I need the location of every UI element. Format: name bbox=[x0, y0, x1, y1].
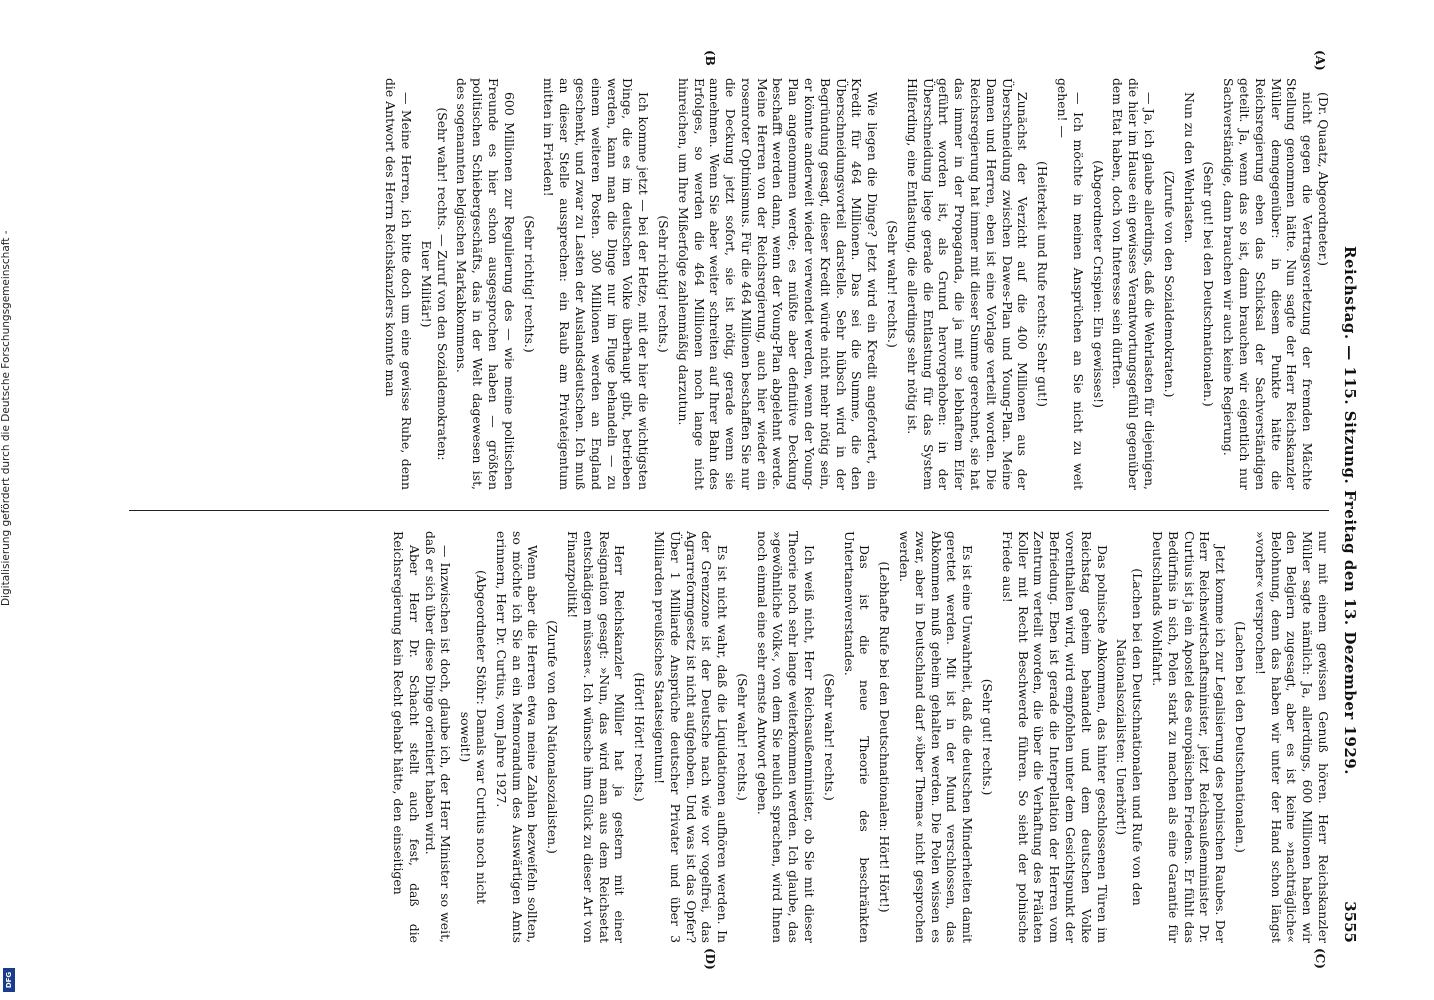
interjection: (Sehr wahr! rechts. — Zuruf von den Sozialdemokraten: Euer Militär!) bbox=[418, 107, 450, 461]
interjection: (Abgeordneter Crispien: Ein gewisses!) bbox=[1090, 160, 1106, 408]
paragraph: — Ich möchte in meinen Ansprüchen an Sie nicht zu weit gehen! — bbox=[1055, 78, 1086, 490]
digitization-credit: Digitalisierung gefördert durch die Deutsche Forschungsgemeinschaft - bbox=[0, 230, 12, 606]
paragraph: Nun zu den Wehrlasten. bbox=[1181, 92, 1197, 244]
page-header bbox=[1333, 78, 1357, 943]
paragraph: Wie liegen die Dinge? Jetzt wird ein Kredit angefordert, ein Kredit für 464 Millionen. Das sei die Summe, die den Überschneidungsvorteil darstelle. Sehr hübsch wird in der Begründung gesagt, dieser Kredit würde nicht mehr nötig sein, er könnte anderweit wieder verwendet werden, wenn der Young-Plan angenommen werde; es müßte aber definitive Deckung beschafft werden dann, wenn der Young-Plan abgelehnt werde. Meine Herren von der Reichsregierung, auch hier wieder ein rosenroter Optimismus. Für die 464 Millionen beschaffen Sie nur die Deckung jetzt sofort, sie ist nötig, gerade wenn sie annehmen. Wenn Sie aber weiter schreiten auf Ihrer Bahn des Erfolges, so werden die 464 Millionen noch lange nicht hinreichen, um Ihre Mißerfolge zahlenmäßig darzutun. bbox=[675, 78, 881, 490]
paragraph: — Meine Herren, ich bitte doch um eine gewisse Ruhe, denn die Antwort des Herrn Reichskanzlers konnte man bbox=[383, 78, 414, 490]
paragraph: nur mit einem gewissen Genuß hören. Herr Reichskanzler Müller sagte nämlich: Ja, allerdings, 600 Millionen haben wir den Belgiern zugesagt, aber es ist keine »nachträgliche« Belohnung, denn das haben wir unter der Hand schon längst »vorher« versprochen! bbox=[1252, 531, 1331, 943]
dfg-logo bbox=[3, 968, 15, 992]
interjection: (Sehr gut! bei den Deutschnationalen.) bbox=[1201, 161, 1217, 407]
interjection: (Lachen bei den Deutschnationalen und Rufe von den Nationalsozialisten: Unerhört!) bbox=[1114, 568, 1146, 906]
interjection: (Sehr gut! rechts.) bbox=[980, 678, 996, 796]
right-column bbox=[123, 531, 1331, 943]
interjection: (Lachen bei den Deutschnationalen.) bbox=[1233, 621, 1249, 853]
paragraph: 600 Millionen zur Regulierung des — wie meine politischen Freunde es hier schon ausgesprochen haben — größten politischen Schiebergeschäfts, das in der Welt dagewesen ist, des sogenannten belgischen Markabkommens. bbox=[454, 78, 517, 490]
paragraph: Das ist die neue Theorie des beschränkten Untertanenverstandes. bbox=[841, 531, 873, 943]
paragraph: nicht gegen die Vertragsverletzung der fremden Mächte Stellung genommen hätte. Nun sagte der Herr Reichskanzler Müller demgegenüber: in diesem Punkte hätte die Reichsregierung eben das Schicksal der Sachverständigen geteilt. Ja, wenn das so ist, dann brauchen wir eigentlich nur Sachverständige, dann brauchen wir auch keine Regierung. bbox=[1221, 78, 1316, 490]
paragraph: Das polnische Abkommen, das hinter geschlossenen Türen im Reichstag geheim behandelt und dem deutschen Volke vorenthalten wird, wird empfohlen unter dem Gesichtspunkt der Befriedung. Eben ist gerade die Interpellation der Herren vom Zentrum verteilt worden, die über die Verhaftung des Prälaten Koller mit Recht Beschwerde führen. So sieht der polnische Friede aus! bbox=[999, 531, 1110, 943]
interjection: (Sehr wahr! rechts.) bbox=[734, 673, 750, 801]
interjection: (Zurufe von den Nationalsozialisten.) bbox=[545, 620, 561, 854]
margin-marker-c: (C) bbox=[1313, 948, 1327, 969]
document-page bbox=[117, 50, 1359, 970]
interjection: (Sehr wahr! rechts.) bbox=[821, 673, 837, 801]
page-title: Reichstag. — 115. Sitzung. Freitag den 13. Dezember 1929. bbox=[1341, 246, 1359, 775]
paragraph: Wenn aber die Herren etwa meine Zahlen bezweifeln sollten, so möchte ich Sie an ein Memorandum des Auswärtigen Amts erinnern, Herr Dr. Curtius, vom Jahre 1927. bbox=[493, 531, 541, 943]
interjection: (Abgeordneter Stöhr: Damals war Curtius noch nicht soweit!) bbox=[458, 569, 489, 905]
page-number: 3555 bbox=[1341, 901, 1359, 943]
margin-marker-a: (A) bbox=[1313, 50, 1327, 71]
paragraph: Jetzt komme ich zur Legalisierung des polnischen Raubes. Der Herr Reichswirtschaftsminister, jetzt Reichsaußenminister Dr. Curtius ist ja ein Apostel des europäischen Friedens. Er fühlt das Bedürfnis in sich, Polen stark zu machen als eine Garantie für Deutschlands Wohlfahrt. bbox=[1150, 531, 1229, 943]
paragraph: Es ist nicht wahr, daß die Liquidationen aufhören werden. In der Grenzzone ist der Deutsche nach wie vor vogelfrei, das Agrarreformgesetz ist nicht aufgehoben. Und was ist das Opfer? Über 1 Milliarde Ansprüche deutscher Privater und über 3 Milliarden preußisches Staatseigentum! bbox=[651, 531, 731, 943]
paragraph: Zunächst der Verzicht auf die 400 Millionen aus der Überschneidung zwischen Dawes-Plan und Young-Plan. Meine Damen und Herren, eben ist eine Vorlage verteilt worden. Die Reichsregierung hat immer mit dieser Summe gerechnet, sie hat das immer in der Propaganda, die ja mit so lebhaftem Eifer geführt worden ist, als Grund hervorgehoben: in der Überschneidung liege gerade die Entlastung für das System Hilferding, eine Entlastung, die allerdings sehr nötig ist. bbox=[904, 78, 1031, 490]
margin-marker-d: (D) bbox=[703, 948, 717, 970]
margin-marker-b: (B bbox=[703, 50, 717, 66]
interjection: (Hört! Hört! rechts.) bbox=[632, 672, 648, 802]
interjection: (Zurufe von den Sozialdemokraten.) bbox=[1161, 170, 1177, 398]
dfg-logo-text: DFG bbox=[5, 971, 13, 989]
paragraph: Ich weiß nicht, Herr Reichsaußenminister, ob Sie mit dieser Theorie noch sehr lange weiterkommen werden. Ich glaube, das »gewöhnliche Volk«, von dem Sie neulich sprachen, wird Ihnen noch einmal eine sehr ernste Antwort geben. bbox=[754, 531, 818, 943]
paragraph: Es ist eine Unwahrheit, daß die deutschen Minderheiten damit gerettet werden. Mit ist in der Mund verschlossen, das Abkommen muß geheim gehalten werden. Die Polen wissen es zwar, aber in Deutschland darf »über Thema« nicht gesprochen werden. bbox=[897, 531, 976, 943]
interjection: (Sehr richtig! rechts.) bbox=[521, 215, 537, 353]
paragraph: Herr Reichskanzler Müller hat ja gestern mit einer Resignation gesagt: »Nun, das wird man aus dem Reichsetat entschädigen müssen«. Ich wünsche ihm Glück zu dieser Art von Finanzpolitik! bbox=[564, 531, 628, 943]
paragraph: Aber Herr Dr. Schacht stellt auch fest, daß die Reichsregierung kein Recht gehabt hätte, den einseitigen bbox=[390, 531, 422, 943]
paragraph: Ich komme jetzt — bei der Hetze, mit der hier die wichtigsten Dinge, die es im deutschen Volke überhaupt gibt, betrieben werden, kann man die Dinge nur im Fluge behandeln — zu einem weiteren Posten. 300 Millionen werden an England geschenkt, und zwar zu Lasten der Auslandsdeutschen. Ich muß an dieser Stelle aussprechen: ein Raub am Privateigentum mitten im Frieden! bbox=[541, 78, 652, 490]
paragraph: — Inzwischen ist doch, glaube ich, der Herr Minister so weit, daß er sich über diese Dinge orientiert haben wird. bbox=[422, 531, 454, 943]
interjection: (Heiterkeit und Rufe rechts: Sehr gut!) bbox=[1035, 161, 1051, 407]
interjection: (Sehr richtig! rechts.) bbox=[655, 215, 671, 353]
paragraph: (Dr. Quaatz, Abgeordneter.) bbox=[1316, 92, 1331, 266]
interjection: (Sehr wahr! rechts.) bbox=[885, 220, 901, 348]
interjection: (Lebhafte Rufe bei den Deutschnationalen: Hört! Hört!) bbox=[877, 561, 893, 913]
left-column bbox=[123, 78, 1331, 490]
column-divider bbox=[129, 510, 1329, 511]
paragraph: — Ja, ich glaube allerdings, daß die Wehrlasten für diejenigen, die hier im Hause ein gewisses Verantwortungsgefühl gegenüber dem Etat haben, doch von Interesse sein dürften. bbox=[1110, 78, 1158, 490]
